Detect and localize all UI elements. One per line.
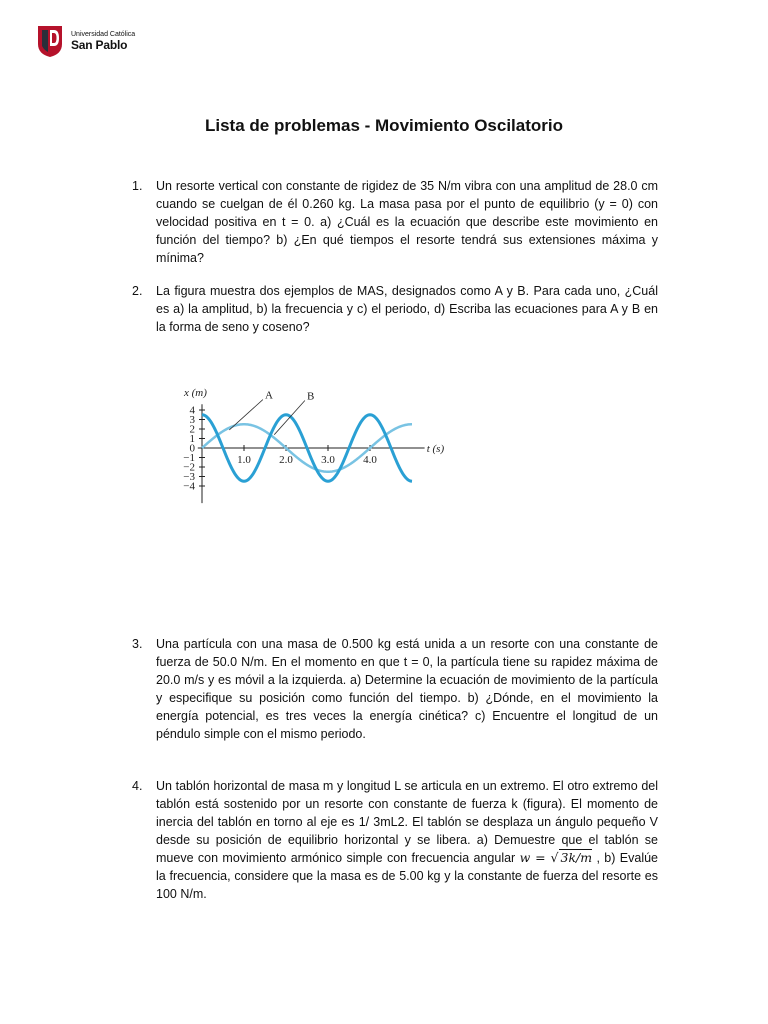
problem-2 (132, 282, 658, 336)
university-crest-icon (36, 24, 64, 58)
logo-line-name: San Pablo (71, 38, 128, 52)
problem-number: 1. (132, 179, 143, 193)
problem-3 (132, 635, 658, 743)
problem-number: 3. (132, 637, 143, 651)
y-axis-label: x (m) (184, 387, 207, 399)
problem-text (156, 777, 658, 903)
problem-text-before: Un tablón horizontal de masa m y longitud L se articula en un extremo. El otro extremo del tablón está sostenido por un resorte con constante de fuerza k (figura). El momento de inercia del tablón en torno al eje es 1/ 3mL2. El tablón se desplaza un ángulo pequeño V desde su posición de equilibrio horizontal y se libera. a) Demuestre que el tablón se mueve con movimiento armónico simple con frecuencia angular (156, 779, 658, 865)
x-tick-label: 1.0 (237, 454, 251, 466)
y-tick-label: 4 (189, 404, 195, 417)
problem-text: Una partícula con una masa de 0.500 kg está unida a un resorte con una constante de fuerza de 50.0 N/m. En el momento en que t = 0, la partícula tiene su rapidez máxima de 20.0 m/s y es móvil a la izquierda. a) Determine la ecuación de movimiento de la partícula y especifique su posición como función del tiempo. b) ¿Dónde, en el movimiento la energía potencial, es tres veces la energía cinética? c) Encuentre el longitud de un péndulo simple con el mismo periodo. (156, 637, 658, 741)
x-tick-label: 4.0 (363, 454, 377, 466)
problem-text: La figura muestra dos ejemplos de MAS, designados como A y B. Para cada uno, ¿Cuál es a) la amplitud, b) la frecuencia y c) el periodo, d) Escriba las ecuaciones para A y B en la forma de seno y coseno? (156, 284, 658, 334)
series-label-b: B (307, 390, 315, 403)
logo-text (71, 31, 135, 52)
y-tick-label: −3 (183, 471, 195, 483)
y-tick-label: −2 (183, 461, 195, 474)
y-tick-label: 1 (189, 433, 195, 445)
sqrt-sign: √ (550, 850, 559, 865)
problem-text-after: , b) Evalúe la frecuencia, considere que la masa es de 5.00 kg y la constante de fuerza del resorte es 100 N/m. (156, 851, 659, 901)
y-tick-label: 2 (189, 423, 195, 436)
problem-4 (132, 777, 658, 903)
series-label-a: A (265, 389, 273, 402)
logo-line-university: Universidad Católica (71, 31, 136, 38)
problem-1 (132, 177, 658, 267)
page-title: Lista de problemas - Movimiento Oscilatorio (204, 116, 563, 135)
y-tick-label: 0 (189, 442, 195, 455)
x-tick-label: 3.0 (321, 454, 335, 466)
y-tick-label: −1 (183, 452, 195, 464)
university-logo (36, 22, 146, 62)
y-tick-label: −4 (183, 480, 195, 493)
y-tick-label: 3 (189, 414, 195, 426)
formula-lhs: w = (519, 850, 551, 865)
oscillation-chart (168, 370, 458, 510)
problem-number: 2. (132, 284, 143, 298)
problem-number: 4. (132, 779, 143, 793)
problem-text: Un resorte vertical con constante de rigidez de 35 N/m vibra con una amplitud de 28.0 cm cuando se cuelgan de él 0.260 kg. La masa pasa por el punto de equilibrio (y = 0) con velocidad positiva en t = 0. a) ¿Cuál es la ecuación que describe este movimiento en función del tiempo? b) ¿En qué tiempos el resorte tendrá sus extensiones máxima y mínima? (156, 179, 658, 265)
formula-radicand: 3k/m (560, 850, 593, 865)
x-axis-label: t (s) (426, 443, 445, 455)
oscillation-figure (168, 370, 458, 510)
x-tick-label: 2.0 (279, 454, 293, 466)
